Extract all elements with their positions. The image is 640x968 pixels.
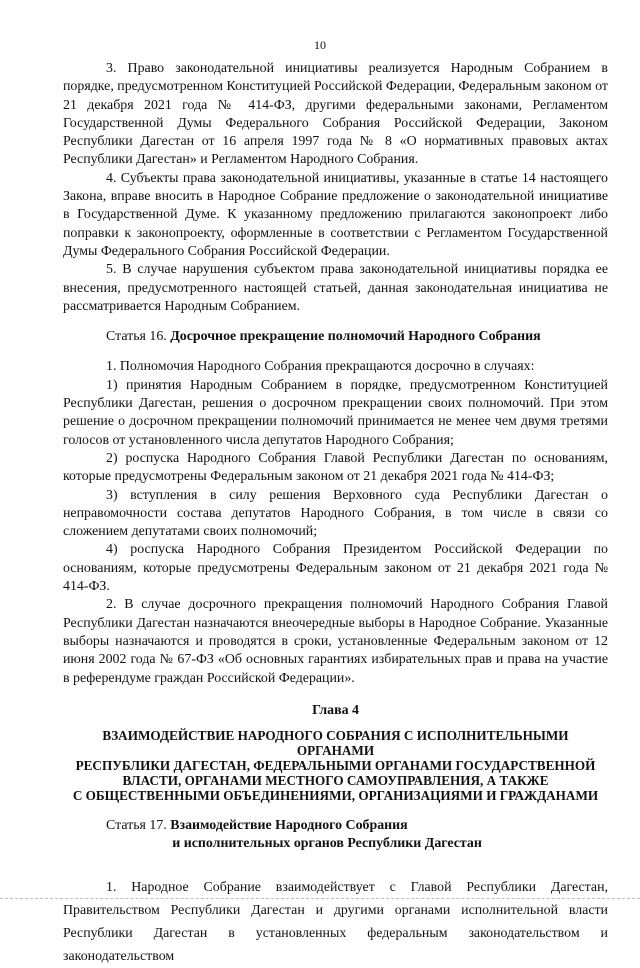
article-16-heading: [63, 328, 608, 346]
chapter-label: Глава 4: [312, 702, 359, 718]
paragraph: 4. Субъекты права законодательной инициативы, указанные в статье 14 настоящего Закона, вправе вносить в Народное Собрание предложение о законодательной инициативе в Государственной Думе. К указанному предложению прилагаются законопроект либо поправки к законопроекту, оформленные в соответствии с Регламентом Государственной Думы Федерального Собрания Российской Федерации.: [63, 170, 608, 259]
chapter-title-line: ВЛАСТИ, ОРГАНАМИ МЕСТНОГО САМОУПРАВЛЕНИЯ, А ТАКЖЕ: [122, 773, 549, 789]
article-title: [170, 817, 482, 854]
chapter-title-line: РЕСПУБЛИКИ ДАГЕСТАН, ФЕДЕРАЛЬНЫМИ ОРГАНАМИ ГОСУДАРСТВЕННОЙ: [75, 758, 596, 774]
article-label: Статья 17.: [106, 818, 171, 834]
paragraph: 1) принятия Народным Собранием в порядке, предусмотренном Конституцией Республики Дагестан, решения о досрочном прекращении своих полномочий. При этом решение о досрочном прекращении полномочий принимается не менее чем двумя третями голосов от установленного числа депутатов Народного Собрания;: [63, 377, 608, 448]
page-number: 10: [314, 38, 326, 52]
chapter-title-line: ВЗАИМОДЕЙСТВИЕ НАРОДНОГО СОБРАНИЯ С ИСПОЛНИТЕЛЬНЫМИ ОРГАНАМИ: [102, 728, 569, 759]
scan-edge-line: [0, 898, 640, 900]
document-body: [63, 60, 608, 968]
paragraph: 4) роспуска Народного Собрания Президентом Российской Федерации по основаниям, которые предусмотрены Федеральным законом от 21 декабря 2021 года № 414-ФЗ.: [63, 542, 608, 595]
paragraph: 2. В случае досрочного прекращения полномочий Народного Собрания Главой Республики Дагестан назначаются внеочередные выборы в Народное Собрание. Указанные выборы назначаются и проводятся в сроки, установленные Федеральным законом от 12 июня 2002 года № 67-ФЗ «Об основных гарантиях избирательных прав и права на участие в референдуме граждан Российской Федерации».: [63, 597, 608, 686]
paragraph: 5. В случае нарушения субъектом права законодательной инициативы порядка ее внесения, предусмотренного настоящей статьей, данная законодательная инициатива не рассматривается Народным Собранием.: [63, 262, 608, 314]
paragraph: 3. Право законодательной инициативы реализуется Народным Собранием в порядке, предусмотренном Конституцией Российской Федерации, Федеральным законом от 21 декабря 2021 года № 414-ФЗ, другими федеральными законами, Регламентом Государственной Думы Федерального Собрания Российской Федерации, Законом Республики Дагестан от 16 апреля 1997 года № 8 «О нормативных правовых актах Республики Дагестан» и Регламентом Народного Собрания.: [63, 61, 608, 168]
chapter-title: [63, 728, 608, 803]
article-title-line: Взаимодействие Народного Собрания: [170, 818, 408, 834]
article-title-line: и исполнительных органов Республики Дагестан: [172, 836, 482, 852]
article-title: Досрочное прекращение полномочий Народного Собрания: [170, 329, 541, 345]
chapter-title-line: С ОБЩЕСТВЕННЫМИ ОБЪЕДИНЕНИЯМИ, ОРГАНИЗАЦИЯМИ И ГРАЖДАНАМИ: [72, 788, 599, 804]
article-17-heading: [63, 817, 608, 854]
paragraph: 3) вступления в силу решения Верховного суда Республики Дагестан о неправомочности состава депутатов Народного Собрания, в том числе в связи со сложением депутатами своих полномочий;: [63, 487, 608, 540]
paragraph: 1. Полномочия Народного Собрания прекращаются досрочно в случаях:: [106, 359, 535, 375]
paragraph: 2) роспуска Народного Собрания Главой Республики Дагестан по основаниям, которые предусмотрены Федеральным законом от 21 декабря 2021 года № 414-ФЗ;: [63, 450, 608, 485]
paragraph: 1. Народное Собрание взаимодействует с Главой Республики Дагестан, Правительством Республики Дагестан и другими органами исполнительной власти Республики Дагестан в установленных федеральным законодательством и законодательством: [63, 879, 608, 964]
article-label: Статья 16.: [106, 329, 167, 345]
